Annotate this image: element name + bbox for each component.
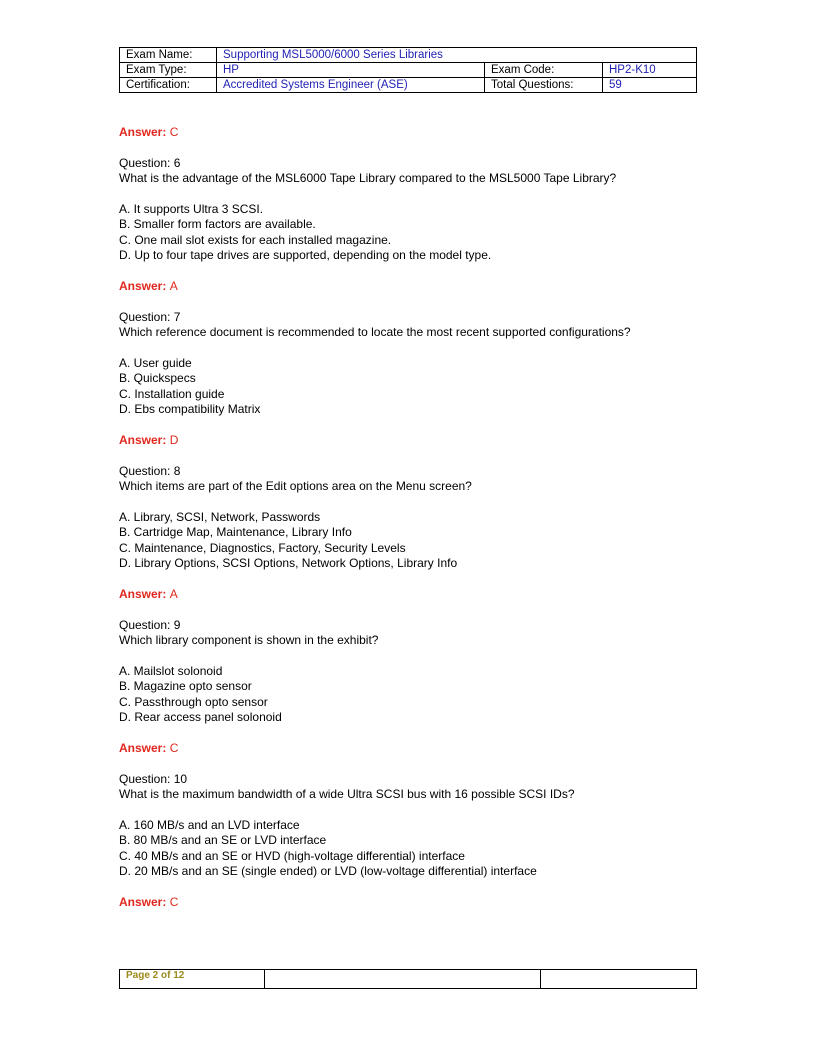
question-text: What is the maximum bandwidth of a wide Ultra SCSI bus with 16 possible SCSI IDs? [119,787,575,802]
footer-cell-right [541,970,697,989]
answer-label: Answer: [119,125,167,139]
option-b: B. Quickspecs [119,371,196,386]
certification-row [120,78,697,93]
question-text: Which reference document is recommended to locate the most recent supported configurations? [119,325,631,340]
option-b: B. Smaller form factors are available. [119,217,316,232]
answer-label: Answer: [119,279,167,294]
exam-name-value: Supporting MSL5000/6000 Series Libraries [217,48,697,63]
question-text: What is the advantage of the MSL6000 Tape Library compared to the MSL5000 Tape Library? [119,171,617,186]
option-c: C. Installation guide [119,386,225,401]
exam-type-value: HP [217,63,485,78]
question-block [119,156,719,310]
exam-name-label: Exam Name: [120,48,217,63]
option-c: C. Maintenance, Diagnostics, Factory, Security Levels [119,540,406,555]
answer-label: Answer: [119,741,167,756]
answer [119,895,719,910]
option-a: A. It supports Ultra 3 SCSI. [119,202,264,216]
exam-info-table [119,47,697,93]
exam-code-value: HP2-K10 [603,63,697,78]
option-b: B. Magazine opto sensor [119,679,252,694]
question-number: Question: 9 [119,617,181,632]
question-number: Question: 6 [119,155,181,170]
page-number: Page 2 of 12 [120,970,265,989]
option-c: C. One mail slot exists for each installed magazine. [119,232,392,247]
question-number: Question: 7 [119,309,181,324]
option-d: D. Ebs compatibility Matrix [119,402,261,417]
footer-cell-middle [265,970,541,989]
exam-name-row [120,48,697,63]
previous-answer [119,125,719,140]
answer-letter: A [169,279,178,294]
answer [119,279,719,294]
option-d: D. 20 MB/s and an SE (single ended) or LVD (low-voltage differential) interface [119,864,537,879]
certification-label: Certification: [120,78,217,93]
option-a: A. Mailslot solonoid [119,664,223,679]
question-text: Which library component is shown in the exhibit? [119,633,379,648]
question-block [119,772,719,911]
question-number: Question: 10 [119,771,188,786]
option-d: D. Library Options, SCSI Options, Network Options, Library Info [119,556,458,571]
answer [119,741,719,756]
exam-type-row [120,63,697,78]
option-a: A. Library, SCSI, Network, Passwords [119,510,321,525]
option-b: B. 80 MB/s and an SE or LVD interface [119,833,327,848]
answer-letter: C [169,895,179,910]
exam-code-label: Exam Code: [485,63,603,78]
answer [119,433,719,448]
option-a: A. User guide [119,356,192,371]
question-block [119,464,719,618]
answer-label: Answer: [119,587,167,602]
option-d: D. Up to four tape drives are supported, depending on the model type. [119,248,492,263]
answer-letter: A [169,587,178,602]
answer-letter: C [169,125,179,139]
total-questions-value: 59 [603,78,697,93]
question-block [119,618,719,772]
option-d: D. Rear access panel solonoid [119,710,282,725]
question-number: Question: 8 [119,463,181,478]
option-c: C. Passthrough opto sensor [119,694,268,709]
page-footer [119,969,697,989]
total-questions-label: Total Questions: [485,78,603,93]
answer-letter: C [169,741,179,756]
answer-label: Answer: [119,433,167,448]
answer-letter: D [169,433,179,448]
question-block [119,310,719,464]
answer-label: Answer: [119,895,167,910]
question-text: Which items are part of the Edit options area on the Menu screen? [119,479,472,494]
option-b: B. Cartridge Map, Maintenance, Library Info [119,525,352,540]
option-a: A. 160 MB/s and an LVD interface [119,818,300,833]
exam-type-label: Exam Type: [120,63,217,78]
question-content [119,125,719,910]
certification-value: Accredited Systems Engineer (ASE) [217,78,485,93]
option-c: C. 40 MB/s and an SE or HVD (high-voltage differential) interface [119,848,465,863]
answer [119,587,719,602]
